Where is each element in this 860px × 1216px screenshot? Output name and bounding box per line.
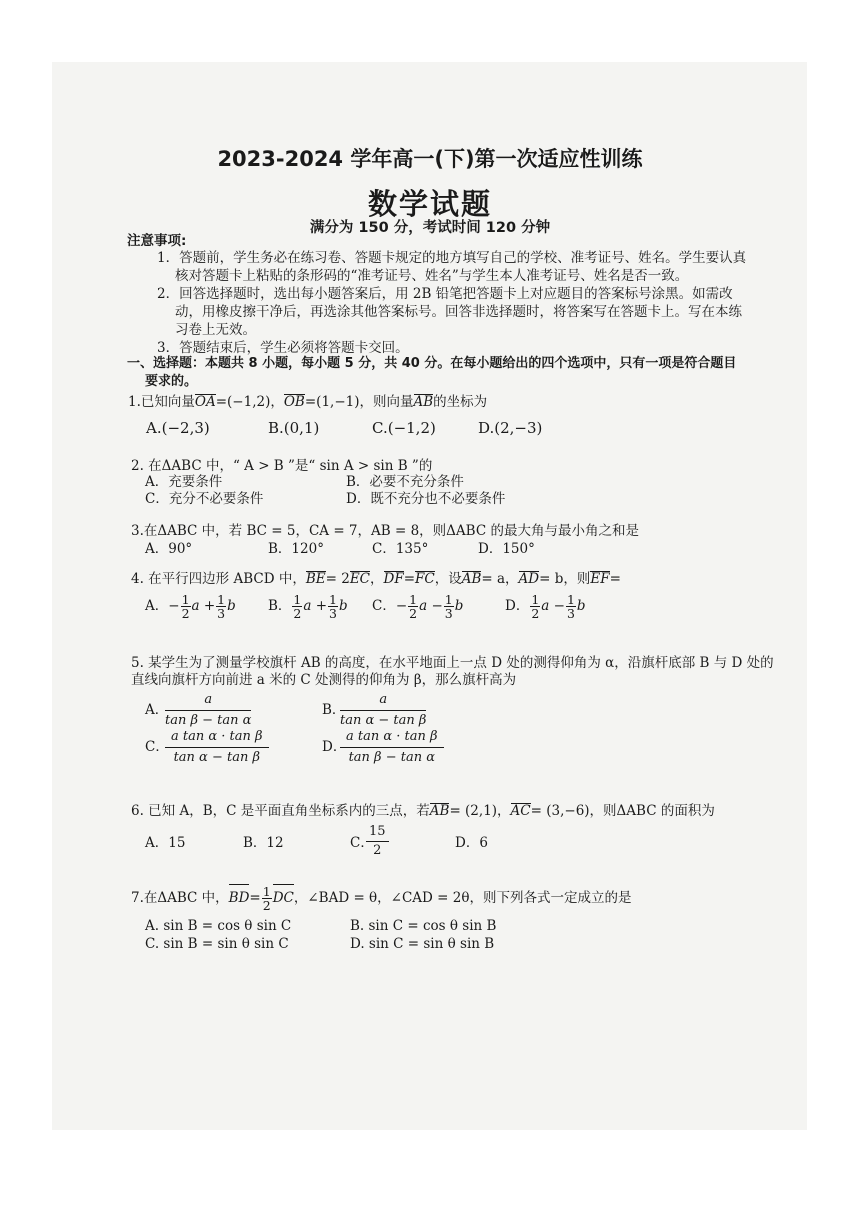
question-5-option-b-fraction: $\frac{a}{\text{tan α − tan β}}$ [340, 692, 427, 728]
question-7-option-c: C. sin B = sin θ sin C [145, 936, 289, 952]
vector-be: BE [305, 571, 326, 587]
question-4-option-a: A．− $\frac{1}{2}$ a + $\frac{1}{3}$ b [145, 592, 236, 621]
vector-bd: BD [229, 883, 250, 913]
question-3-option-b: B．120° [268, 541, 324, 557]
question-4-option-d: D． $\frac{1}{2}$ a − $\frac{1}{3}$ b [505, 592, 586, 621]
question-6-option-b: B．12 [243, 835, 284, 851]
notice-item-2-line-2: 动，用橡皮擦干净后，再选涂其他答案标号。回答非选择题时，将答案写在答题卡上。写在本练 [175, 304, 742, 320]
question-4-option-b: B． $\frac{1}{2}$ a + $\frac{1}{3}$ b [268, 592, 348, 621]
question-3-option-a: A．90° [145, 541, 193, 557]
question-2-option-d: D．既不充分也不必要条件 [346, 491, 506, 507]
vector-dc: DC [273, 883, 294, 913]
notice-item-1-line-2: 核对答题卡上粘贴的条形码的“准考证号、姓名”与学生本人准考证号、姓名是否一致。 [175, 268, 689, 284]
question-5-option-a-label: A． [145, 702, 169, 718]
vector-ab: AB [413, 394, 434, 410]
question-6-stem: 6. 已知 A，B，C 是平面直角坐标系内的三点，若AB= (2,1)，AC= (3,−6)，则ΔABC 的面积为 [131, 803, 715, 819]
question-7-option-b: B. sin C = cos θ sin B [350, 918, 497, 934]
section-1-heading-line-2: 要求的。 [145, 374, 198, 389]
notice-item-3: 3．答题结束后，学生必须将答题卡交回。 [157, 340, 409, 356]
notice-item-2-line-1: 2．回答选择题时，选出每小题答案后，用 2B 铅笔把答题卡上对应题目的答案标号涂黑。如需改 [157, 286, 733, 302]
section-1-heading-line-1: 一、选择题：本题共 8 小题，每小题 5 分，共 40 分。在每小题给出的四个选项中，只有一项是符合题目 [127, 356, 737, 371]
question-5-option-d-label: D． [322, 739, 347, 755]
question-1-option-d: D.(2,−3) [478, 419, 543, 437]
question-1-option-a: A.(−2,3) [146, 419, 210, 437]
question-2-option-c: C．充分不必要条件 [145, 491, 264, 507]
question-4-option-c: C．− $\frac{1}{2}$ a − $\frac{1}{3}$ b [372, 592, 464, 621]
vector-ec: EC [349, 571, 370, 587]
vector-ac: AC [510, 803, 531, 819]
question-5-stem-line-1: 5. 某学生为了测量学校旗杆 AB 的高度，在水平地面上一点 D 处的测得仰角为 α，沿旗杆底部 B 与 D 处的 [131, 655, 774, 671]
question-7-option-d: D. sin C = sin θ sin B [350, 936, 495, 952]
question-5-option-a-fraction: $\frac{a}{\text{tan β − tan α}}$ [165, 692, 252, 728]
question-3-option-d: D．150° [478, 541, 535, 557]
question-5-option-d-fraction: $\frac{\text{a tan α · tan β}}{\text{tan β − tan α}}$ [340, 727, 444, 768]
notice-item-2-line-3: 习卷上无效。 [175, 322, 256, 338]
subject-title: 数学试题 [367, 187, 492, 221]
vector-fc: FC [415, 571, 435, 587]
question-3-option-c: C．135° [372, 541, 429, 557]
vector-ef: EF [590, 571, 610, 587]
vector-ab: AB [429, 803, 450, 819]
question-7-stem: 7.在ΔABC 中，BD= $\frac{1}{2}$ DC，∠BAD = θ，∠CAD = 2θ，则下列各式一定成立的是 [131, 884, 632, 913]
question-6-option-d: D．6 [455, 835, 488, 851]
question-5-option-c-label: C． [145, 739, 169, 755]
vector-ab: AB [461, 571, 482, 587]
question-1-option-c: C.(−1,2) [372, 419, 436, 437]
question-5-stem-line-2: 直线向旗杆方向前进 a 米的 C 处测得的仰角为 β，那么旗杆高为 [131, 672, 517, 688]
notice-item-1-line-1: 1．答题前，学生务必在练习卷、答题卡规定的地方填写自己的学校、准考证号、姓名。学生要认真 [157, 250, 747, 266]
question-6-option-c-label: C． [350, 835, 374, 851]
vector-ob: OB [283, 394, 305, 410]
question-7-option-a: A. sin B = cos θ sin C [145, 918, 292, 934]
vector-df: DF [383, 571, 404, 587]
question-5-option-b-label: B． [322, 702, 346, 718]
question-1-stem: 1.已知向量OA=(−1,2)，OB=(1,−1)，则向量AB的坐标为 [128, 394, 488, 410]
question-4-stem: 4. 在平行四边形 ABCD 中，BE= 2EC，DF=FC，设AB= a，AD= b，则EF= [131, 571, 621, 587]
score-time: 满分为 150 分，考试时间 120 分钟 [309, 220, 551, 236]
question-5-option-c-fraction: $\frac{\text{a tan α · tan β}}{\text{tan α − tan β}}$ [165, 727, 269, 768]
question-6-option-c-fraction: $\frac{15}{2}$ [366, 823, 389, 860]
vector-oa: OA [194, 394, 216, 410]
vector-ad: AD [518, 571, 540, 587]
question-2-stem: 2. 在ΔABC 中，“ A > B ”是“ sin A > sin B ”的 [131, 458, 433, 474]
question-6-option-a: A．15 [145, 835, 186, 851]
question-2-option-a: A．充要条件 [145, 474, 223, 490]
question-3-stem: 3.在ΔABC 中，若 BC = 5，CA = 7，AB = 8，则ΔABC 的最大角与最小角之和是 [131, 523, 639, 539]
exam-title: 2023-2024 学年高一(下)第一次适应性训练 [217, 147, 643, 171]
notice-heading: 注意事项: [127, 233, 187, 249]
question-2-option-b: B．必要不充分条件 [346, 474, 464, 490]
question-1-option-b: B.(0,1) [268, 419, 320, 437]
